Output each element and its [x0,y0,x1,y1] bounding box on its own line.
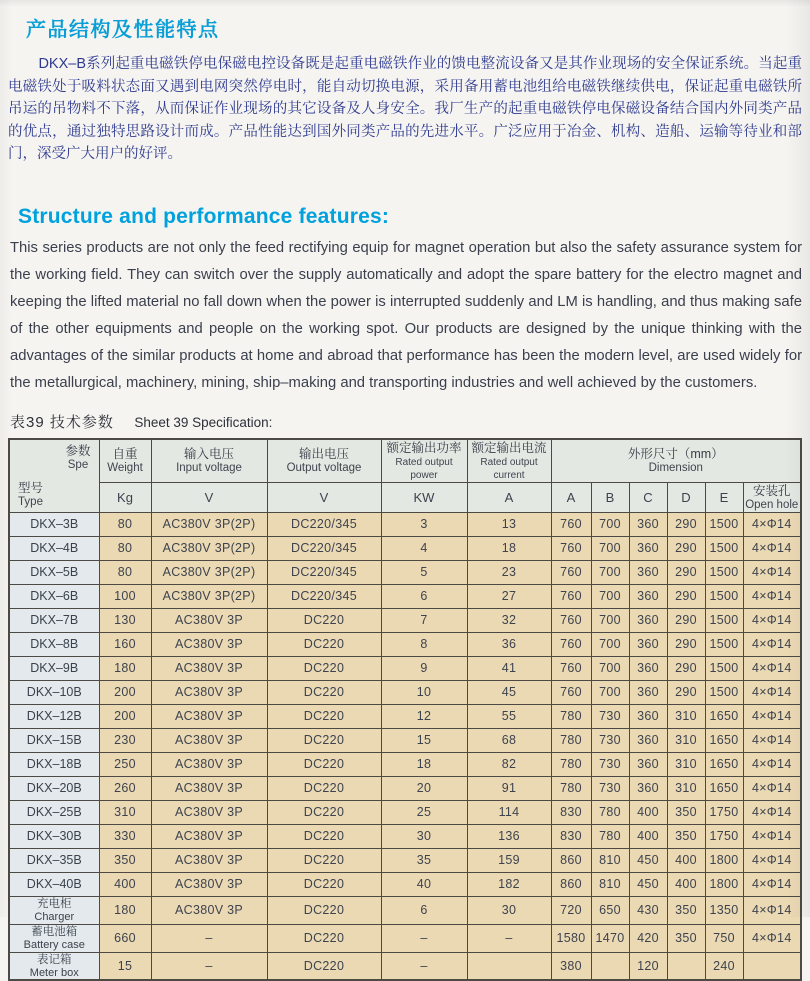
table-row [9,800,801,824]
cell-dim-b [591,952,629,980]
cell-open-hole: 4×Φ14 [743,560,801,584]
cell-dim-e: 1750 [705,800,743,824]
cell-dim-e: 1800 [705,848,743,872]
header-dimension: 外形尺寸（mm） Dimension [551,439,801,483]
cell-rated-output-current: – [467,924,551,952]
table-row [9,560,801,584]
cell-open-hole: 4×Φ14 [743,608,801,632]
table-caption [10,411,802,432]
cell-rated-output-current: 182 [467,872,551,896]
cell-rated-output-power: 6 [381,896,467,924]
cell-open-hole: 4×Φ14 [743,896,801,924]
cell-dim-c: 360 [629,728,667,752]
section-title-en: Structure and performance features: [18,204,390,228]
table-row [9,776,801,800]
cell-output-voltage: DC220 [267,800,381,824]
cell-weight: 200 [99,704,151,728]
row-type: DKX–25B [9,800,99,824]
cell-rated-output-current: 36 [467,632,551,656]
header-weight: 自重 Weight [99,439,151,483]
cell-rated-output-current: 91 [467,776,551,800]
table-header [9,439,801,513]
cell-dim-e: 1500 [705,632,743,656]
cell-input-voltage: AC380V 3P [151,728,267,752]
cell-input-voltage: AC380V 3P(2P) [151,560,267,584]
cell-rated-output-power: – [381,952,467,980]
cell-dim-a: 760 [551,656,591,680]
cell-input-voltage: AC380V 3P [151,608,267,632]
cell-dim-c: 360 [629,656,667,680]
cell-dim-e: 1750 [705,824,743,848]
cell-dim-a: 760 [551,608,591,632]
cell-open-hole: 4×Φ14 [743,680,801,704]
cell-rated-output-power: 3 [381,512,467,536]
cell-dim-a: 780 [551,752,591,776]
header-output-voltage: 输出电压 Output voltage [267,439,381,483]
cell-dim-b: 700 [591,656,629,680]
cell-open-hole: 4×Φ14 [743,584,801,608]
cell-dim-d: 400 [667,848,705,872]
cell-rated-output-power: 4 [381,536,467,560]
cell-dim-b: 700 [591,560,629,584]
cell-open-hole: 4×Φ14 [743,848,801,872]
cell-output-voltage: DC220 [267,924,381,952]
cell-dim-c: 360 [629,560,667,584]
table-row [9,872,801,896]
cell-dim-c: 360 [629,536,667,560]
cell-weight: 400 [99,872,151,896]
cell-dim-b: 700 [591,632,629,656]
cell-dim-c: 120 [629,952,667,980]
cell-rated-output-current: 45 [467,680,551,704]
row-type: DKX–9B [9,656,99,680]
cell-dim-a: 380 [551,952,591,980]
cell-dim-b: 780 [591,800,629,824]
table-caption-en: Sheet 39 Specification: [134,414,273,430]
cell-output-voltage: DC220 [267,632,381,656]
cell-input-voltage: AC380V 3P [151,824,267,848]
cell-dim-c: 360 [629,608,667,632]
cell-dim-a: 860 [551,872,591,896]
cell-dim-b: 810 [591,872,629,896]
table-caption-zh: 表39 技术参数 [10,413,114,431]
cell-input-voltage: AC380V 3P(2P) [151,512,267,536]
cell-dim-d: 290 [667,512,705,536]
cell-output-voltage: DC220 [267,776,381,800]
cell-dim-a: 830 [551,824,591,848]
cell-dim-e: 1650 [705,776,743,800]
cell-dim-a: 720 [551,896,591,924]
cell-dim-e: 1500 [705,512,743,536]
row-type: DKX–10B [9,680,99,704]
cell-rated-output-current: 82 [467,752,551,776]
cell-weight: 100 [99,584,151,608]
cell-weight: 180 [99,656,151,680]
cell-output-voltage: DC220 [267,824,381,848]
cell-dim-d: 290 [667,632,705,656]
cell-open-hole: 4×Φ14 [743,728,801,752]
header-open-hole: 安装孔 Open hole [743,482,801,512]
cell-open-hole: 4×Φ14 [743,704,801,728]
cell-dim-a: 760 [551,584,591,608]
cell-weight: 80 [99,512,151,536]
cell-rated-output-power: 8 [381,632,467,656]
cell-rated-output-current: 18 [467,536,551,560]
cell-output-voltage: DC220 [267,952,381,980]
unit-rated-output-current: A [467,482,551,512]
row-type: DKX–12B [9,704,99,728]
row-type: DKX–3B [9,512,99,536]
cell-dim-e: 750 [705,924,743,952]
cell-dim-d: 290 [667,680,705,704]
cell-dim-b: 730 [591,704,629,728]
header-dim-a: A [551,482,591,512]
cell-dim-a: 780 [551,776,591,800]
cell-weight: 80 [99,560,151,584]
cell-dim-d: 290 [667,656,705,680]
cell-dim-c: 360 [629,704,667,728]
table-row [9,632,801,656]
unit-weight: Kg [99,482,151,512]
cell-dim-d: 350 [667,824,705,848]
cell-rated-output-power: 9 [381,656,467,680]
cell-weight: 260 [99,776,151,800]
cell-rated-output-power: 10 [381,680,467,704]
cell-weight: 250 [99,752,151,776]
cell-input-voltage: – [151,924,267,952]
cell-open-hole: 4×Φ14 [743,872,801,896]
cell-dim-d: 350 [667,800,705,824]
row-type: DKX–20B [9,776,99,800]
cell-open-hole: 4×Φ14 [743,656,801,680]
cell-weight: 230 [99,728,151,752]
cell-dim-a: 780 [551,704,591,728]
cell-dim-e: 1500 [705,656,743,680]
cell-rated-output-power: 30 [381,824,467,848]
cell-dim-c: 400 [629,824,667,848]
cell-input-voltage: AC380V 3P [151,872,267,896]
header-corner-cell [9,439,99,513]
cell-dim-d: 290 [667,560,705,584]
cell-input-voltage: AC380V 3P [151,656,267,680]
cell-input-voltage: AC380V 3P [151,704,267,728]
cell-input-voltage: AC380V 3P [151,848,267,872]
cell-dim-c: 360 [629,680,667,704]
cell-weight: 310 [99,800,151,824]
cell-dim-b: 730 [591,728,629,752]
corner-spe-label: 参数 Spe [65,443,91,471]
table-body [9,512,801,980]
cell-rated-output-current: 68 [467,728,551,752]
table-row [9,512,801,536]
cell-rated-output-current: 41 [467,656,551,680]
cell-rated-output-current: 23 [467,560,551,584]
cell-dim-e: 1500 [705,560,743,584]
cell-dim-b: 810 [591,848,629,872]
cell-rated-output-current [467,952,551,980]
cell-output-voltage: DC220 [267,752,381,776]
cell-dim-d: 310 [667,704,705,728]
cell-rated-output-power: 12 [381,704,467,728]
row-type: DKX–5B [9,560,99,584]
cell-open-hole: 4×Φ14 [743,752,801,776]
cell-dim-d: 290 [667,608,705,632]
cell-dim-a: 760 [551,680,591,704]
cell-dim-e: 1800 [705,872,743,896]
cell-dim-c: 400 [629,800,667,824]
cell-input-voltage: AC380V 3P [151,680,267,704]
cell-weight: 660 [99,924,151,952]
cell-open-hole: 4×Φ14 [743,776,801,800]
cell-dim-a: 860 [551,848,591,872]
cell-dim-b: 700 [591,512,629,536]
cell-rated-output-power: 6 [381,584,467,608]
cell-input-voltage: AC380V 3P [151,632,267,656]
cell-dim-b: 700 [591,608,629,632]
cell-dim-d: 310 [667,728,705,752]
cell-dim-c: 360 [629,584,667,608]
header-dim-b: B [591,482,629,512]
cell-dim-e: 1650 [705,704,743,728]
cell-output-voltage: DC220 [267,848,381,872]
row-type: DKX–7B [9,608,99,632]
cell-rated-output-power: 20 [381,776,467,800]
cell-dim-b: 700 [591,680,629,704]
row-type: 蓄电池箱 Battery case [9,924,99,952]
unit-output-voltage: V [267,482,381,512]
cell-dim-d: 350 [667,896,705,924]
cell-dim-e: 240 [705,952,743,980]
cell-rated-output-current: 27 [467,584,551,608]
cell-open-hole: 4×Φ14 [743,632,801,656]
cell-input-voltage: AC380V 3P(2P) [151,584,267,608]
cell-rated-output-current: 159 [467,848,551,872]
cell-rated-output-current: 13 [467,512,551,536]
cell-dim-a: 760 [551,560,591,584]
cell-open-hole: 4×Φ14 [743,800,801,824]
cell-weight: 330 [99,824,151,848]
cell-rated-output-power: – [381,924,467,952]
cell-output-voltage: DC220/345 [267,536,381,560]
table-row [9,924,801,952]
table-row [9,728,801,752]
cell-dim-d: 290 [667,536,705,560]
cell-dim-d: 400 [667,872,705,896]
cell-weight: 350 [99,848,151,872]
cell-dim-c: 450 [629,848,667,872]
table-row [9,680,801,704]
cell-dim-c: 360 [629,512,667,536]
cell-weight: 180 [99,896,151,924]
cell-rated-output-power: 35 [381,848,467,872]
cell-dim-e: 1650 [705,728,743,752]
table-row [9,952,801,980]
table-row [9,896,801,924]
cell-dim-e: 1500 [705,608,743,632]
row-type: DKX–4B [9,536,99,560]
cell-output-voltage: DC220/345 [267,560,381,584]
cell-dim-d [667,952,705,980]
cell-dim-c: 450 [629,872,667,896]
cell-dim-a: 1580 [551,924,591,952]
cell-dim-b: 1470 [591,924,629,952]
table-row [9,704,801,728]
cell-open-hole: 4×Φ14 [743,536,801,560]
cell-dim-c: 360 [629,632,667,656]
cell-dim-d: 290 [667,584,705,608]
cell-weight: 80 [99,536,151,560]
cell-dim-b: 700 [591,536,629,560]
table-row [9,584,801,608]
cell-weight: 200 [99,680,151,704]
cell-open-hole [743,952,801,980]
cell-rated-output-current: 32 [467,608,551,632]
cell-rated-output-power: 40 [381,872,467,896]
cell-rated-output-power: 25 [381,800,467,824]
cell-dim-c: 360 [629,752,667,776]
cell-dim-d: 350 [667,924,705,952]
header-dim-c: C [629,482,667,512]
cell-output-voltage: DC220/345 [267,584,381,608]
row-type: DKX–40B [9,872,99,896]
cell-input-voltage: AC380V 3P(2P) [151,536,267,560]
cell-rated-output-current: 55 [467,704,551,728]
header-input-voltage: 输入电压 Input voltage [151,439,267,483]
table-row [9,608,801,632]
cell-output-voltage: DC220 [267,704,381,728]
table-row [9,752,801,776]
row-type: DKX–6B [9,584,99,608]
cell-input-voltage: AC380V 3P [151,776,267,800]
cell-weight: 130 [99,608,151,632]
cell-weight: 160 [99,632,151,656]
cell-input-voltage: AC380V 3P [151,752,267,776]
cell-output-voltage: DC220 [267,872,381,896]
cell-output-voltage: DC220 [267,728,381,752]
cell-dim-a: 760 [551,632,591,656]
cell-output-voltage: DC220/345 [267,512,381,536]
cell-dim-e: 1500 [705,584,743,608]
row-type: DKX–18B [9,752,99,776]
header-dim-e: E [705,482,743,512]
header-rated-output-power: 额定输出功率 Rated output power [381,439,467,483]
cell-dim-b: 730 [591,776,629,800]
cell-dim-d: 310 [667,776,705,800]
cell-dim-a: 760 [551,536,591,560]
intro-paragraph-en: This series products are not only the feed rectifying equip for magnet operation but also the safety assurance system for the working field. They can switch over the supply automatically and adopt the spare battery for the electro magnet and keeping the lifted material no fall down when the power is interrupted suddenly and LM is handling, and thus making safe of the other equipments and people on the working spot. Our products are designed by the unique thinking with the advantages of the similar products at home and abroad that performance has been the modern level, are used widely for the metallurgical, machinery, mining, ship–making and transporting industries and well achieved by the customers. [10,239,802,391]
row-type: 表记箱 Meter box [9,952,99,980]
unit-rated-output-power: KW [381,482,467,512]
corner-type-label: 型号 Type [18,480,44,508]
specification-table [8,438,802,981]
cell-dim-b: 700 [591,584,629,608]
table-row [9,824,801,848]
cell-input-voltage: – [151,952,267,980]
cell-rated-output-power: 5 [381,560,467,584]
cell-dim-e: 1650 [705,752,743,776]
cell-dim-e: 1500 [705,680,743,704]
row-type: DKX–35B [9,848,99,872]
cell-open-hole: 4×Φ14 [743,512,801,536]
cell-dim-b: 780 [591,824,629,848]
cell-dim-a: 760 [551,512,591,536]
table-row [9,536,801,560]
cell-rated-output-power: 7 [381,608,467,632]
row-type: DKX–15B [9,728,99,752]
row-type: DKX–30B [9,824,99,848]
unit-input-voltage: V [151,482,267,512]
cell-output-voltage: DC220 [267,680,381,704]
cell-dim-b: 730 [591,752,629,776]
section-title-zh: 产品结构及性能特点 [26,19,220,41]
row-type: DKX–8B [9,632,99,656]
cell-output-voltage: DC220 [267,608,381,632]
cell-output-voltage: DC220 [267,656,381,680]
cell-rated-output-current: 30 [467,896,551,924]
cell-dim-e: 1350 [705,896,743,924]
cell-input-voltage: AC380V 3P [151,800,267,824]
cell-dim-e: 1500 [705,536,743,560]
cell-rated-output-current: 114 [467,800,551,824]
cell-dim-c: 360 [629,776,667,800]
header-rated-output-current: 额定输出电流 Rated output current [467,439,551,483]
intro-paragraph-zh: DKX–B系列起重电磁铁停电保磁电控设备既是起重电磁铁作业的馈电整流设备又是其作业现场的安全保证系统。当起重电磁铁处于吸料状态面又遇到电网突然停电时，能自动切换电源，采用备用蓄电池组给电磁铁继续供电，保证起重电磁铁所吊运的吊物料不下落，从而保证作业现场的其它设备及人身安全。我厂生产的起重电磁铁停电保磁设备结合国内外同类产品的优点，通过独特思路设计而成。产品性能达到国外同类产品的先进水平。广泛应用于冶金、机构、造船、运输等待业和部门，深受广大用户的好评。 [8,56,802,163]
table-row [9,848,801,872]
cell-dim-b: 650 [591,896,629,924]
cell-open-hole: 4×Φ14 [743,924,801,952]
cell-rated-output-current: 136 [467,824,551,848]
cell-rated-output-power: 18 [381,752,467,776]
cell-output-voltage: DC220 [267,896,381,924]
header-dim-d: D [667,482,705,512]
row-type: 充电柜 Charger [9,896,99,924]
table-row [9,656,801,680]
cell-dim-a: 780 [551,728,591,752]
cell-rated-output-power: 15 [381,728,467,752]
cell-input-voltage: AC380V 3P [151,896,267,924]
cell-weight: 15 [99,952,151,980]
cell-dim-c: 430 [629,896,667,924]
cell-dim-c: 420 [629,924,667,952]
cell-dim-a: 830 [551,800,591,824]
cell-open-hole: 4×Φ14 [743,824,801,848]
cell-dim-d: 310 [667,752,705,776]
